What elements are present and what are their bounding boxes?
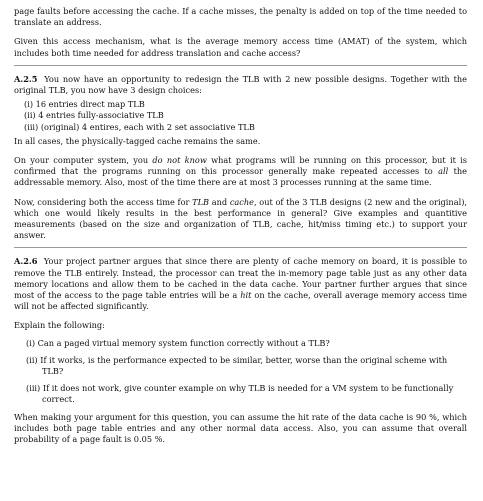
q25-question: Now, considering both the access time for TLB and cache, out of the 3 TLB designs (2 new and the original), which one would likely results in the best performance in general? Give examples and quantitive measurements (based on the size and organization of TLB, cache, hit/miss timing etc.) to support your answer. [14,196,467,241]
q26-assumptions: When making your argument for this question, you can assume the hit rate of the data cache is 90 %, which includes both page table entries and any other normal data access. Also, you can assume that overall probability of a page fault is 0.05 %. [14,411,467,445]
q25-label: A.2.5 [14,73,38,84]
q26-items [14,338,467,406]
q26-label: A.2.6 [14,256,38,267]
q26-explain-heading: Explain the following: [14,320,105,331]
list-item: (iii) (original) 4 entires, each with 2 set associative TLB [24,121,255,132]
list-item: (i) 16 entries direct map TLB [24,99,145,110]
intro-question: Given this access mechanism, what is the average memory access time (AMAT) of the system, which includes both time needed for address translation and cache access? [14,36,467,58]
intro-paragraph-1: page faults before accessing the cache. If a cache misses, the penalty is added on top of the time needed to translate an address. [14,6,467,28]
list-item: (i) Can a paged virtual memory system function correctly without a TLB? [26,337,330,348]
q25-context: On your computer system, you do not know what programs will be running on this processor, but it is confirmed that the programs running on this processor generally make repeated accesses to all the addressable memory. Also, most of the time there are at most 3 processes running at the same time. [14,155,468,188]
list-item: (iii) If it does not work, give counter example on why TLB is needed for a VM system to be functionally correct. [26,383,454,405]
q25-cache-note: In all cases, the physically-tagged cache remains the same. [14,135,261,146]
list-item: (ii) If it works, is the performance expected to be similar, better, worse than the original scheme with TLB? [26,354,448,377]
section-divider [14,247,467,248]
q26-intro: A.2.6 Your project partner argues that since there are plenty of cache memory on board, it is possible to remove the TLB entirely. Instead, the processor can treat the in-memory page table just as any other data memory locations and allow them to be cached in the data cache. Your partner further argues that since most of the access to the page table entries will be a hit on the cache, overall average memory access time will not be affected significantly. [14,256,467,312]
q25-intro: A.2.5 You now have an opportunity to redesign the TLB with 2 new possible designs. Together with the original TLB, you now have 3 design choices: [14,73,467,96]
section-divider [14,65,467,66]
list-item: (ii) 4 entries fully-associative TLB [24,110,164,121]
q25-options [14,99,467,133]
